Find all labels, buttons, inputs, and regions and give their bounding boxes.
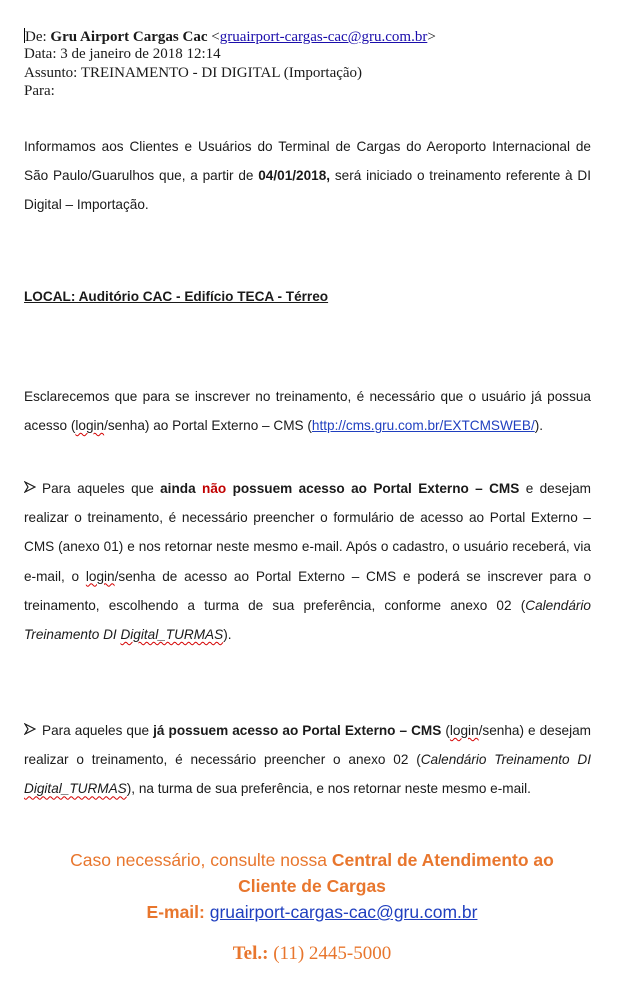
footer-text: Caso necessário, consulte nossa	[70, 850, 332, 870]
portal-url-link[interactable]: http://cms.gru.com.br/EXTCMSWEB/	[311, 418, 535, 434]
bullet2-bold: já possuem acesso ao Portal Externo – CMS	[153, 723, 442, 738]
footer-email-link[interactable]: gruairport-cargas-cac@gru.com.br	[209, 902, 478, 922]
bullet2-text-3: /senha) e desejam realizar o treinamento, é necessário preencher o anexo 02 (	[24, 723, 592, 768]
footer-contact-line2	[0, 873, 624, 899]
from-label: De:	[25, 29, 47, 45]
bullet1-bold-2: possuem acesso ao Portal Externo – CMS	[232, 481, 520, 496]
start-date: 04/01/2018,	[258, 168, 331, 184]
to-line: Para:	[24, 83, 55, 99]
footer-contact-line1	[0, 847, 624, 873]
phone-label: Tel.:	[232, 943, 269, 964]
footer-email-line	[0, 899, 624, 925]
bullet2-text-2: (	[441, 723, 450, 738]
bullet1-red-word: não	[202, 481, 227, 496]
intro-text-1: Informamos aos Clientes e Usuários do Terminal de Cargas do Aeroporto Internacional de São Paulo/Guarulhos que, a partir de	[24, 139, 591, 184]
access-text-1: Esclarecemos que para se inscrever no treinamento, é necessário que o usuário já possua acesso (	[24, 389, 591, 434]
footer-phone-line	[0, 943, 624, 965]
location-line: LOCAL: Auditório CAC - Edifício TECA - Térreo	[24, 289, 329, 304]
bullet-has-access	[24, 716, 591, 804]
bullet2-italic-1: Calendário Treinamento DI	[420, 752, 591, 768]
subject-line: Assunto: TREINAMENTO - DI DIGITAL (Importação)	[24, 65, 363, 81]
login-word: login	[449, 723, 479, 738]
bullet2-italic-2: Digital_TURMAS	[24, 781, 127, 797]
bullet1-bold-1: ainda	[160, 481, 196, 496]
bullet1-text-1: Para aqueles que	[42, 481, 161, 496]
bullet1-text-2: e desejam realizar o treinamento, é necessário preencher o formulário de acesso ao Portal Externo – CMS (anexo 01) e nos retornar neste mesmo e-mail. Após o cadastro, o usuário receberá, via e-mail, o	[24, 481, 592, 584]
footer-cliente-bold: Cliente de Cargas	[238, 876, 386, 896]
footer-central-bold: Central de Atendimento ao	[331, 850, 554, 870]
bullet1-text-4: ).	[223, 627, 232, 643]
bullet-no-access	[24, 474, 591, 649]
login-word: login	[75, 418, 105, 434]
bullet2-text-4: ), na turma de sua preferência, e nos retornar neste mesmo e-mail.	[126, 781, 531, 797]
intro-text-2: será iniciado o treinamento referente à DI Digital – Importação.	[24, 168, 591, 213]
access-text-3: ).	[534, 418, 544, 434]
intro-paragraph	[24, 132, 591, 220]
bullet1-italic-2: Digital_TURMAS	[120, 627, 224, 643]
phone-number: (11) 2445-5000	[273, 943, 392, 964]
date-line: Data: 3 de janeiro de 2018 12:14	[24, 46, 221, 62]
bullet1-italic-1: Calendário Treinamento DI	[24, 597, 591, 643]
bullet1-text-3: /senha de acesso ao Portal Externo – CMS e poderá se inscrever para o treinamento, escolhendo a turma de sua preferência, conforme anexo 02 (	[24, 568, 591, 613]
footer-email-label: E-mail:	[146, 902, 205, 922]
sender-name: Gru Airport Cargas Cac	[50, 29, 208, 45]
arrow-bullet-icon	[24, 723, 36, 735]
bullet2-text-1: Para aqueles que	[42, 723, 154, 738]
login-word: login	[85, 568, 115, 584]
arrow-bullet-icon	[24, 481, 36, 493]
access-paragraph	[24, 382, 591, 440]
from-line: De: Gru Airport Cargas Cac <gruairport-cargas-cac@gru.com.br>	[25, 29, 436, 45]
sender-email-link[interactable]: gruairport-cargas-cac@gru.com.br	[219, 29, 428, 45]
access-text-2: /senha) ao Portal Externo – CMS (	[104, 418, 312, 434]
